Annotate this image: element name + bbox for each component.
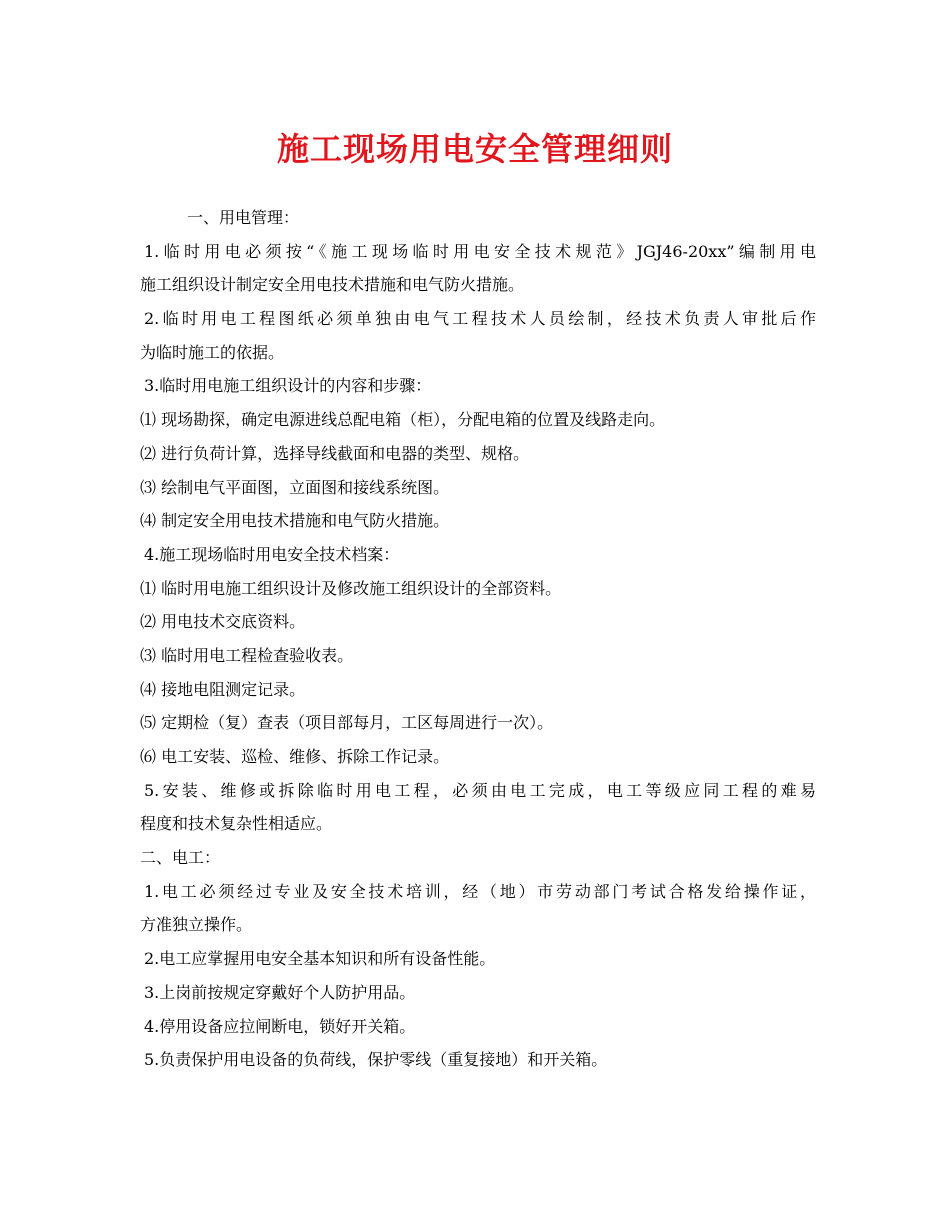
paragraph-line: 为临时施工的依据。 bbox=[140, 342, 285, 362]
paragraph-line: 4.停用设备应拉闸断电，锁好开关箱。 bbox=[144, 1016, 416, 1036]
list-item: ⑵ 用电技术交底资料。 bbox=[140, 612, 306, 632]
section-heading: 一、用电管理： bbox=[187, 208, 300, 227]
document-body bbox=[140, 201, 816, 1077]
list-item: ⑹ 电工安装、巡检、维修、拆除工作记录。 bbox=[140, 747, 450, 766]
paragraph-line: 1.临时用电必须按“《施工现场临时用电安全技术规范》JGJ46-20xx”编制用电 bbox=[144, 241, 816, 261]
paragraph-line: 5.安装、维修或拆除临时用电工程，必须由电工完成，电工等级应同工程的难易 bbox=[144, 780, 816, 800]
list-item: ⑶ 绘制电气平面图，立面图和接线系统图。 bbox=[140, 477, 450, 497]
document-title: 施工现场用电安全管理细则 bbox=[276, 130, 673, 168]
list-item: ⑷ 制定安全用电技术措施和电气防火措施。 bbox=[140, 511, 450, 531]
paragraph-line: 程度和技术复杂性相适应。 bbox=[140, 814, 333, 834]
list-item: ⑵ 进行负荷计算，选择导线截面和电器的类型、规格。 bbox=[140, 443, 530, 463]
paragraph-line: 施工组织设计制定安全用电技术措施和电气防火措施。 bbox=[140, 275, 525, 295]
paragraph-line: 3.临时用电施工组织设计的内容和步骤： bbox=[144, 376, 432, 396]
paragraph-line: 1.电工必须经过专业及安全技术培训，经（地）市劳动部门考试合格发给操作证， bbox=[144, 881, 816, 901]
paragraph-line: 2.电工应掌握用电安全基本知识和所有设备性能。 bbox=[144, 949, 496, 969]
paragraph-line: 4.施工现场临时用电安全技术档案： bbox=[144, 544, 400, 564]
paragraph-line: 方准独立操作。 bbox=[140, 915, 253, 935]
list-item: ⑸ 定期检（复）查表（项目部每月，工区每周进行一次）。 bbox=[140, 713, 554, 733]
list-item: ⑴ 现场勘探，确定电源进线总配电箱（柜），分配电箱的位置及线路走向。 bbox=[140, 410, 666, 430]
paragraph-line: 3.上岗前按规定穿戴好个人防护用品。 bbox=[144, 982, 416, 1002]
paragraph-line: 2.临时用电工程图纸必须单独由电气工程技术人员绘制，经技术负责人审批后作 bbox=[144, 309, 816, 329]
list-item: ⑶ 临时用电工程检查验收表。 bbox=[140, 645, 354, 665]
section-heading: 二、电工： bbox=[140, 848, 221, 868]
list-item: ⑴ 临时用电施工组织设计及修改施工组织设计的全部资料。 bbox=[140, 578, 562, 598]
list-item: ⑷ 接地电阻测定记录。 bbox=[140, 679, 306, 699]
paragraph-line: 5.负责保护用电设备的负荷线，保护零线（重复接地）和开关箱。 bbox=[144, 1050, 608, 1070]
